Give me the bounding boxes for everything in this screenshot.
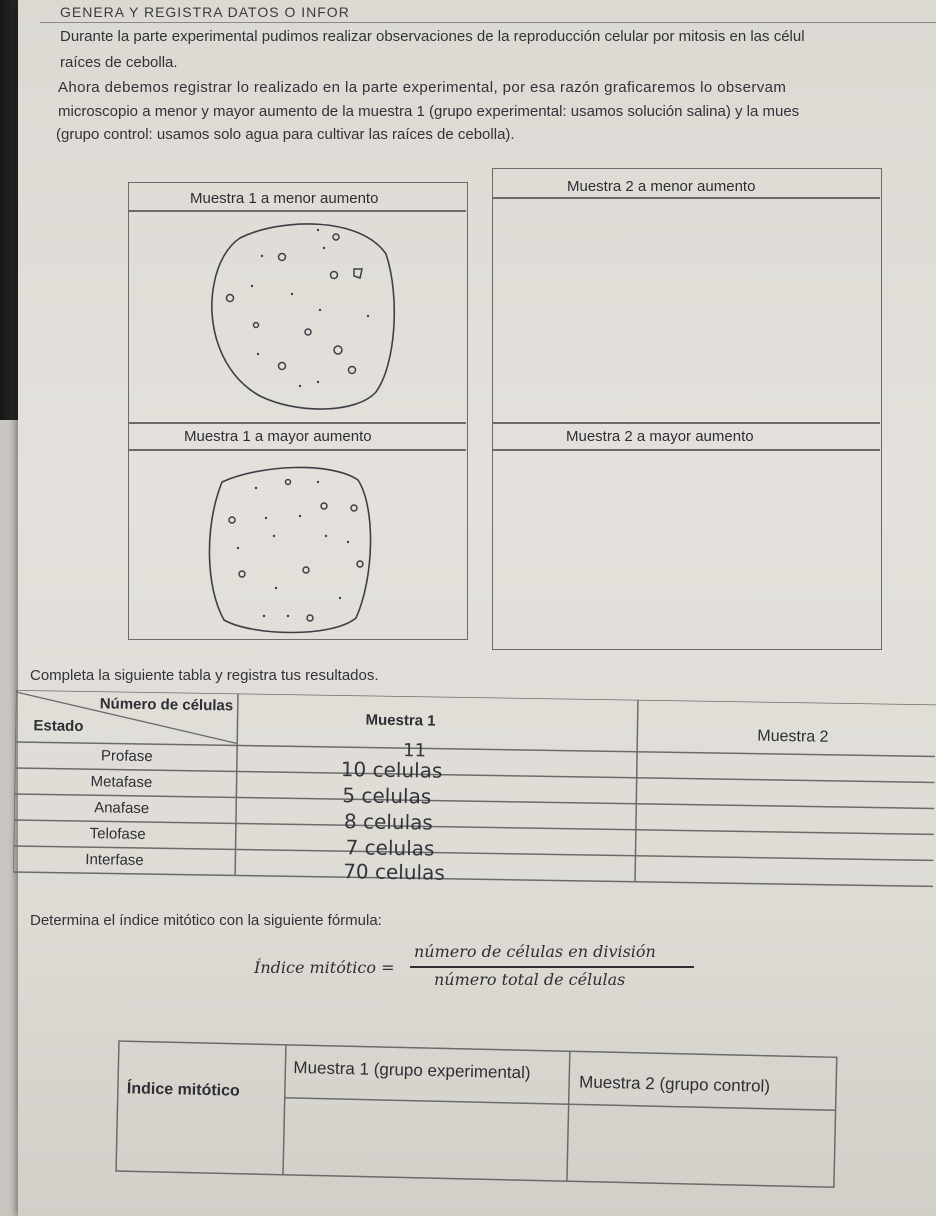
sample1-menor-title: Muestra 1 a menor aumento bbox=[190, 190, 379, 207]
sample2-mayor-header-rule bbox=[492, 449, 880, 451]
sample2-menor-title: Muestra 2 a menor aumento bbox=[567, 178, 756, 195]
stage-label: Interfase bbox=[85, 851, 144, 870]
stage-label: Profase bbox=[100, 747, 153, 766]
handwritten-count: 5 celulas bbox=[342, 783, 432, 809]
formula-instruction: Determina el índice mitótico con la siguiente fórmula: bbox=[30, 912, 382, 929]
sample1-menor-drawing bbox=[200, 214, 400, 414]
sample1-mayor-title: Muestra 1 a mayor aumento bbox=[184, 428, 372, 445]
results-col-muestra2: Muestra 2 bbox=[757, 727, 829, 746]
handwritten-count: 70 celulas bbox=[343, 859, 445, 885]
sample1-mayor-header-rule bbox=[128, 449, 466, 451]
stage-label: Metafase bbox=[90, 773, 153, 792]
formula-denominator: número total de células bbox=[434, 970, 626, 989]
sample1-mayor-drawing bbox=[202, 458, 378, 636]
results-header-state: Estado bbox=[33, 717, 84, 736]
sample1-menor-header-rule bbox=[128, 210, 466, 212]
results-table-grid bbox=[13, 690, 936, 914]
intro-line-1: Durante la parte experimental pudimos realizar observaciones de la reproducción celular por mitosis en las célul bbox=[60, 28, 805, 45]
sample2-menor-header-rule bbox=[492, 197, 880, 199]
fraction-bar bbox=[410, 966, 694, 968]
mitotic-index-table bbox=[115, 1040, 840, 1196]
results-header-count: Número de células bbox=[99, 695, 234, 715]
stage-label: Telofase bbox=[89, 825, 146, 844]
results-col-muestra1: Muestra 1 bbox=[365, 711, 436, 730]
formula-lhs: Índice mitótico = bbox=[254, 958, 395, 977]
sample2-observation-box bbox=[492, 168, 882, 650]
results-table bbox=[13, 690, 936, 914]
stage-label: Anafase bbox=[94, 799, 150, 818]
handwritten-count: 8 celulas bbox=[343, 809, 434, 835]
intro-line-2: raíces de cebolla. bbox=[60, 54, 178, 71]
sample2-mayor-top-rule bbox=[492, 422, 880, 424]
mitotic-col-muestra2: Muestra 2 (grupo control) bbox=[578, 1072, 771, 1096]
handwritten-count: 11 bbox=[402, 740, 427, 762]
header-divider bbox=[40, 22, 936, 23]
intro-line-3: Ahora debemos registrar lo realizado en la parte experimental, por esa razón graficaremos lo observam bbox=[58, 79, 787, 96]
handwritten-count: 10 celulas bbox=[340, 757, 443, 783]
mitotic-row-label: Índice mitótico bbox=[126, 1080, 240, 1100]
intro-line-4: microscopio a menor y mayor aumento de la muestra 1 (grupo experimental: usamos solución salina) y la mues bbox=[58, 103, 800, 120]
formula-numerator: número de células en división bbox=[414, 942, 656, 961]
sample2-mayor-title: Muestra 2 a mayor aumento bbox=[566, 428, 754, 445]
sample1-mayor-top-rule bbox=[128, 422, 466, 424]
results-instruction: Completa la siguiente tabla y registra tus resultados. bbox=[30, 667, 379, 684]
section-title: GENERA Y REGISTRA DATOS O INFOR bbox=[60, 4, 350, 20]
mitotic-col-muestra1: Muestra 1 (grupo experimental) bbox=[293, 1057, 531, 1083]
handwritten-count: 7 celulas bbox=[345, 835, 435, 861]
intro-line-5: (grupo control: usamos solo agua para cultivar las raíces de cebolla). bbox=[56, 126, 515, 143]
